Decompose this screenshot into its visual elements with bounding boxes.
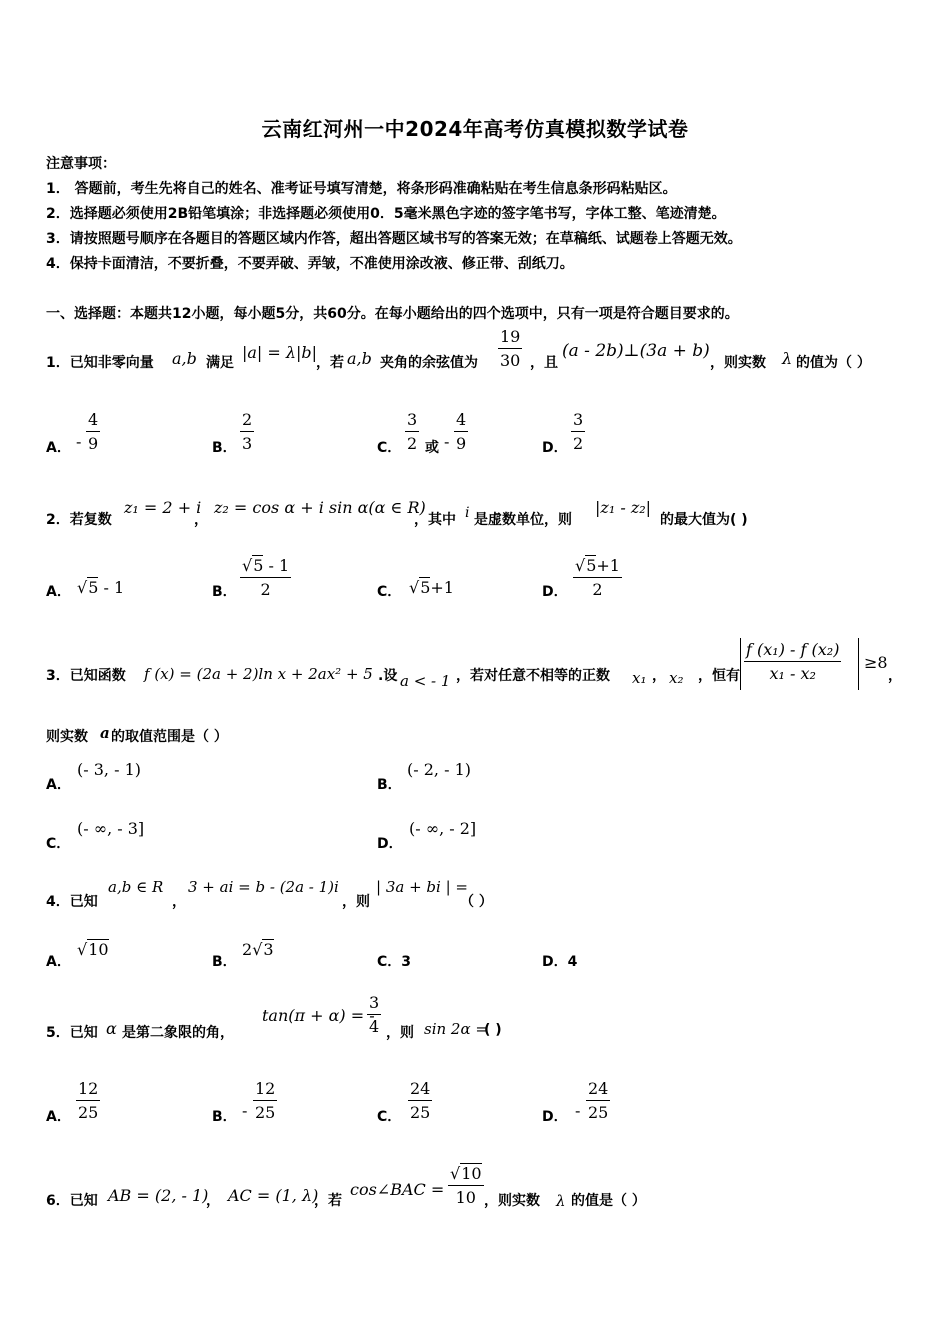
option-label: D． bbox=[542, 440, 568, 456]
q1-condition: |a| = λ|b| bbox=[242, 343, 318, 362]
radicand: 5 bbox=[253, 556, 264, 575]
q3-option-b-value: (- 2, - 1) bbox=[407, 760, 471, 779]
numerator: 2 bbox=[240, 410, 254, 432]
option-label: C． bbox=[377, 584, 402, 600]
q6-text: ， bbox=[206, 1193, 220, 1209]
option-label: B． bbox=[212, 584, 237, 600]
q1-fraction bbox=[498, 327, 522, 371]
option-label: D． bbox=[377, 836, 403, 852]
remainder: +1 bbox=[596, 556, 620, 575]
q5-text: ( ) bbox=[484, 1022, 502, 1038]
radicand: 3 bbox=[263, 940, 274, 959]
q1-text: ，若 bbox=[316, 355, 344, 371]
denominator: 2 bbox=[260, 580, 271, 599]
q3-var: a bbox=[100, 724, 110, 742]
abs-bar-left bbox=[740, 638, 741, 690]
q2-text: 是虚数单位，则 bbox=[474, 512, 572, 528]
q6-text: 的值是（ ） bbox=[571, 1193, 646, 1209]
q3-text: 的取值范围是（ ） bbox=[111, 729, 228, 745]
denominator: 25 bbox=[78, 1103, 99, 1122]
q1-option-c-fraction bbox=[405, 410, 419, 454]
q3-option-c-value: (- ∞, - 3] bbox=[77, 819, 145, 838]
denominator: 2 bbox=[573, 434, 584, 453]
q2-text: ， bbox=[194, 512, 208, 528]
remainder: +1 bbox=[430, 578, 454, 597]
option-label: C． bbox=[377, 440, 402, 456]
q1-var: λ bbox=[782, 349, 793, 368]
q6-text: 6．已知 bbox=[46, 1193, 98, 1209]
radicand: 10 bbox=[461, 1164, 482, 1183]
q4-text: ，则 bbox=[342, 894, 370, 910]
notice-item: 3．请按照题号顺序在各题目的答题区域内作答，超出答题区域书写的答案无效；在草稿纸、试题卷上答题无效。 bbox=[46, 231, 742, 247]
notice-heading: 注意事项： bbox=[46, 156, 116, 172]
q1-option-c-fraction-2 bbox=[454, 410, 468, 454]
q1-text: 1．已知非零向量 bbox=[46, 355, 154, 371]
q6-text: ，则实数 bbox=[484, 1193, 540, 1209]
numerator: 12 bbox=[76, 1079, 100, 1101]
q1-numerator: 19 bbox=[498, 327, 522, 349]
q4-equation: 3 + ai = b - (2a - 1)i bbox=[188, 878, 339, 896]
q2-option-d-fraction: $\frac{√5+1}{2}$ bbox=[575, 556, 620, 599]
or-text: 或 bbox=[425, 440, 439, 456]
denominator: 25 bbox=[588, 1103, 609, 1122]
q5-text: ，则 bbox=[386, 1025, 414, 1041]
numerator: 4 bbox=[454, 410, 468, 432]
q2-text: ，其中 bbox=[414, 512, 456, 528]
q3-text: ，若对任意不相等的正数 bbox=[456, 668, 610, 684]
q4-expression: | 3a + bi | = bbox=[376, 878, 468, 896]
q4-condition: a,b ∈ R bbox=[108, 878, 164, 896]
q3-var: x₁ bbox=[632, 669, 647, 687]
q5-fraction bbox=[367, 993, 381, 1037]
numerator: 3 bbox=[367, 993, 381, 1015]
numerator: 12 bbox=[253, 1079, 277, 1101]
q1-denominator: 30 bbox=[500, 351, 521, 370]
minus-sign: - bbox=[444, 432, 450, 451]
denominator: 9 bbox=[88, 434, 99, 453]
radicand: 10 bbox=[88, 940, 109, 959]
q2-option-b-fraction: $\frac{√5 - 1}{2}$ bbox=[242, 556, 290, 599]
minus-sign: - bbox=[242, 1101, 248, 1120]
q1-text: 满足 bbox=[206, 355, 234, 371]
notice-item: 4．保持卡面清洁，不要折叠，不要弄破、弄皱，不准使用涂改液、修正带、刮纸刀。 bbox=[46, 256, 574, 272]
q1-option-b-fraction bbox=[240, 410, 254, 454]
option-label: B． bbox=[212, 1109, 237, 1125]
q1-text: ，且 bbox=[530, 355, 558, 371]
numerator: 3 bbox=[405, 410, 419, 432]
q3-text: ， bbox=[652, 668, 666, 684]
q3-text: ，恒有 bbox=[698, 668, 740, 684]
numerator: 4 bbox=[86, 410, 100, 432]
q3-var: x₂ bbox=[669, 669, 684, 687]
q1-text: 夹角的余弦值为 bbox=[380, 355, 478, 371]
q6-expression: cos∠BAC = bbox=[350, 1180, 445, 1199]
q3-option-a-value: (- 3, - 1) bbox=[77, 760, 141, 779]
option-label: A． bbox=[46, 584, 71, 600]
option-label: A． bbox=[46, 954, 71, 970]
denominator: 3 bbox=[242, 434, 253, 453]
radicand: 5 bbox=[88, 578, 99, 597]
option-label: A． bbox=[46, 1109, 71, 1125]
q1-text: 的值为（ ） bbox=[796, 355, 871, 371]
q5-option-a-fraction bbox=[76, 1079, 100, 1123]
q4-option-b-value: 2√3 bbox=[242, 940, 274, 959]
option-label: A． bbox=[46, 777, 71, 793]
q5-option-b-fraction bbox=[253, 1079, 277, 1123]
q6-vector: AB = (2, - 1) bbox=[108, 1186, 209, 1205]
option-label: B． bbox=[377, 777, 402, 793]
abs-bar-right bbox=[858, 638, 859, 690]
q5-option-d-fraction bbox=[586, 1079, 610, 1123]
option-label: C． bbox=[46, 836, 71, 852]
q5-text: 是第二象限的角， bbox=[122, 1025, 234, 1041]
denominator: 4 bbox=[369, 1017, 380, 1036]
option-label: B． bbox=[212, 440, 237, 456]
option-label: D． bbox=[542, 1109, 568, 1125]
minus-sign: - bbox=[575, 1101, 581, 1120]
q1-option-d-fraction bbox=[571, 410, 585, 454]
page-title: 云南红河州一中2024年高考仿真模拟数学试卷 bbox=[261, 117, 689, 141]
q6-vector: AC = (1, λ) bbox=[228, 1186, 319, 1205]
q3-text: 则实数 bbox=[46, 729, 88, 745]
q1-var: a,b bbox=[172, 349, 197, 368]
q4-option-a-value: √10 bbox=[77, 940, 109, 959]
denominator: 2 bbox=[592, 580, 603, 599]
q3-function: f (x) = (2a + 2)ln x + 2ax² + 5 bbox=[144, 665, 373, 683]
numerator: f (x₁) - f (x₂) bbox=[744, 640, 841, 662]
notice-item: 1． 答题前，考生先将自己的姓名、准考证号填写清楚，将条形码准确粘贴在考生信息条形码粘贴区。 bbox=[46, 181, 677, 197]
q5-equation: tan(π + α) = - bbox=[262, 1006, 375, 1025]
denominator: 2 bbox=[407, 434, 418, 453]
q3-inequality: ≥8 bbox=[864, 653, 888, 672]
q1-option-a-fraction bbox=[86, 410, 100, 454]
radicand: 5 bbox=[586, 556, 597, 575]
q6-fraction: $\frac{√10}{10}$ bbox=[450, 1164, 482, 1207]
q2-var: i bbox=[465, 505, 470, 521]
q2-formula: |z₁ - z₂| bbox=[595, 498, 652, 517]
q2-option-a-value: √5 - 1 bbox=[77, 578, 125, 597]
radicand: 5 bbox=[420, 578, 431, 597]
q3-condition: a < - 1 bbox=[400, 672, 451, 690]
option-label: A． bbox=[46, 440, 71, 456]
denominator: 9 bbox=[456, 434, 467, 453]
q1-var: a,b bbox=[347, 349, 372, 368]
numerator: 24 bbox=[408, 1079, 432, 1101]
q6-text: ，若 bbox=[314, 1193, 342, 1209]
q3-fraction bbox=[744, 640, 841, 684]
q5-option-c-fraction bbox=[408, 1079, 432, 1123]
numerator: 3 bbox=[571, 410, 585, 432]
q3-text: .设 bbox=[378, 668, 398, 684]
option-label: C． bbox=[377, 1109, 402, 1125]
remainder: - 1 bbox=[268, 556, 290, 575]
q3-text: 3．已知函数 bbox=[46, 668, 126, 684]
q2-formula: z₁ = 2 + i bbox=[124, 498, 202, 517]
denominator: x₁ - x₂ bbox=[769, 664, 816, 683]
q3-option-d-value: (- ∞, - 2] bbox=[409, 819, 477, 838]
q6-var: λ bbox=[556, 1192, 566, 1210]
q5-expression: sin 2α = bbox=[424, 1020, 488, 1038]
q4-text: （ ） bbox=[460, 894, 493, 910]
q4-option-c: C．3 bbox=[377, 954, 412, 970]
q3-text: ， bbox=[888, 668, 902, 684]
q4-text: ， bbox=[172, 894, 186, 910]
denominator: 25 bbox=[410, 1103, 431, 1122]
denominator: 25 bbox=[255, 1103, 276, 1122]
q2-text: 2．若复数 bbox=[46, 512, 112, 528]
q4-option-d: D．4 bbox=[542, 954, 578, 970]
remainder: - 1 bbox=[103, 578, 125, 597]
minus-sign: - bbox=[76, 432, 82, 451]
option-label: D． bbox=[542, 584, 568, 600]
q5-var: α bbox=[106, 1019, 117, 1038]
q4-text: 4．已知 bbox=[46, 894, 98, 910]
denominator: 10 bbox=[455, 1188, 476, 1207]
notice-item: 2．选择题必须使用2B铅笔填涂；非选择题必须使用0．5毫米黑色字迹的签字笔书写，字体工整、笔迹清楚。 bbox=[46, 206, 726, 222]
q2-option-c-value: √5+1 bbox=[409, 578, 454, 597]
coefficient: 2 bbox=[242, 940, 253, 959]
q1-text: ，则实数 bbox=[710, 355, 766, 371]
q2-text: 的最大值为( ) bbox=[660, 512, 748, 528]
q2-formula: z₂ = cos α + i sin α(α ∈ R) bbox=[214, 498, 426, 517]
q5-text: 5．已知 bbox=[46, 1025, 98, 1041]
numerator: 24 bbox=[586, 1079, 610, 1101]
q1-condition: (a - 2b)⊥(3a + b) bbox=[562, 341, 710, 361]
option-label: B． bbox=[212, 954, 237, 970]
section-heading: 一、选择题：本题共12小题，每小题5分，共60分。在每小题给出的四个选项中，只有一项是符合题目要求的。 bbox=[46, 306, 739, 322]
